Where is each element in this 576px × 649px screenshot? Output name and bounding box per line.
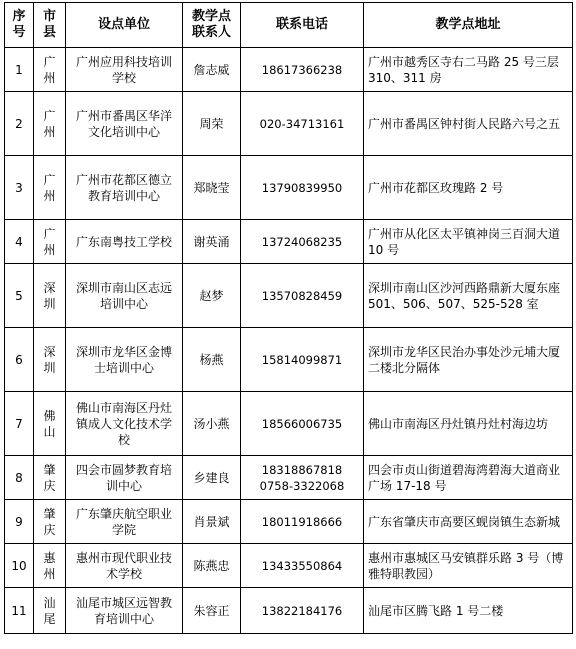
row-unit: 四会市圆梦教育培训中心 xyxy=(66,456,183,500)
phone-number: 18318867818 xyxy=(261,462,343,477)
row-index: 9 xyxy=(5,500,34,544)
header-address: 教学点地址 xyxy=(364,3,573,48)
row-unit: 广州应用科技培训学校 xyxy=(66,48,183,92)
row-index: 2 xyxy=(5,92,34,156)
phone-number: 18566006735 xyxy=(261,416,343,431)
row-city: 汕尾 xyxy=(34,588,66,634)
header-city: 市县 xyxy=(34,3,66,48)
row-contact: 周荣 xyxy=(183,92,241,156)
row-contact: 朱容正 xyxy=(183,588,241,634)
header-contact: 教学点联系人 xyxy=(183,3,241,48)
row-city: 肇庆 xyxy=(34,500,66,544)
row-contact: 詹志威 xyxy=(183,48,241,92)
training-sites-table xyxy=(4,2,573,634)
phone-number: 020-34713161 xyxy=(259,116,345,131)
row-contact: 陈燕忠 xyxy=(183,544,241,588)
row-phone xyxy=(241,92,364,156)
row-address: 四会市贞山街道碧海湾碧海大道商业广场 17-18 号 xyxy=(364,456,573,500)
row-unit: 广州市花都区德立教育培训中心 xyxy=(66,156,183,220)
row-unit: 广东南粤技工学校 xyxy=(66,220,183,264)
header-phone: 联系电话 xyxy=(241,3,364,48)
row-city: 肇庆 xyxy=(34,456,66,500)
row-unit: 佛山市南海区丹灶镇成人文化技术学校 xyxy=(66,392,183,456)
row-unit: 广东肇庆航空职业学院 xyxy=(66,500,183,544)
row-index: 5 xyxy=(5,264,34,328)
row-address: 汕尾市区腾飞路 1 号二楼 xyxy=(364,588,573,634)
row-address: 广州市从化区太平镇神岗三百洞大道 10 号 xyxy=(364,220,573,264)
row-contact: 乡建良 xyxy=(183,456,241,500)
row-phone xyxy=(241,264,364,328)
row-city: 惠州 xyxy=(34,544,66,588)
table-row xyxy=(5,48,573,92)
table-row xyxy=(5,544,573,588)
row-phone xyxy=(241,392,364,456)
phone-number: 15814099871 xyxy=(261,352,343,367)
row-contact: 郑晓莹 xyxy=(183,156,241,220)
table-row xyxy=(5,220,573,264)
phone-number: 13570828459 xyxy=(261,288,343,303)
row-unit: 深圳市龙华区金博士培训中心 xyxy=(66,328,183,392)
row-index: 7 xyxy=(5,392,34,456)
row-address: 广州市番禺区钟村街人民路六号之五 xyxy=(364,92,573,156)
row-contact: 肖景斌 xyxy=(183,500,241,544)
row-contact: 谢英涌 xyxy=(183,220,241,264)
phone-number: 13790839950 xyxy=(261,180,343,195)
row-address: 深圳市龙华区民治办事处沙元埔大厦二楼北分隔体 xyxy=(364,328,573,392)
table-row xyxy=(5,156,573,220)
row-address: 惠州市惠城区马安镇群乐路 3 号（博雅特职教园） xyxy=(364,544,573,588)
row-unit: 广州市番禺区华洋文化培训中心 xyxy=(66,92,183,156)
header-index: 序号 xyxy=(5,3,34,48)
row-city: 广州 xyxy=(34,156,66,220)
table-body xyxy=(5,48,573,634)
row-city: 深圳 xyxy=(34,328,66,392)
row-city: 广州 xyxy=(34,220,66,264)
row-city: 深圳 xyxy=(34,264,66,328)
row-contact: 赵梦 xyxy=(183,264,241,328)
row-address: 广州市越秀区寺右二马路 25 号三层 310、311 房 xyxy=(364,48,573,92)
table-row xyxy=(5,500,573,544)
row-index: 10 xyxy=(5,544,34,588)
table-row xyxy=(5,456,573,500)
table-row xyxy=(5,328,573,392)
row-index: 3 xyxy=(5,156,34,220)
row-city: 广州 xyxy=(34,92,66,156)
row-phone xyxy=(241,544,364,588)
table-row xyxy=(5,588,573,634)
phone-number: 13822184176 xyxy=(261,603,343,618)
row-phone xyxy=(241,328,364,392)
row-phone xyxy=(241,456,364,500)
table-row xyxy=(5,392,573,456)
row-address: 佛山市南海区丹灶镇丹灶村海边坊 xyxy=(364,392,573,456)
row-phone xyxy=(241,220,364,264)
row-index: 4 xyxy=(5,220,34,264)
row-address: 深圳市南山区沙河西路鼎新大厦东座 501、506、507、525-528 室 xyxy=(364,264,573,328)
row-city: 广州 xyxy=(34,48,66,92)
row-contact: 汤小燕 xyxy=(183,392,241,456)
table-row xyxy=(5,264,573,328)
row-index: 8 xyxy=(5,456,34,500)
row-phone xyxy=(241,500,364,544)
row-phone xyxy=(241,156,364,220)
phone-number: 13724068235 xyxy=(261,234,343,249)
row-unit: 深圳市南山区志远培训中心 xyxy=(66,264,183,328)
row-address: 广东省肇庆市高要区蚬岗镇生态新城 xyxy=(364,500,573,544)
phone-number: 18617366238 xyxy=(261,62,343,77)
row-index: 6 xyxy=(5,328,34,392)
row-address: 广州市花都区玫瑰路 2 号 xyxy=(364,156,573,220)
phone-number: 18011918666 xyxy=(261,514,343,529)
row-phone xyxy=(241,48,364,92)
table-row xyxy=(5,92,573,156)
row-contact: 杨燕 xyxy=(183,328,241,392)
header-unit: 设点单位 xyxy=(66,3,183,48)
row-unit: 惠州市现代职业技术学校 xyxy=(66,544,183,588)
row-phone xyxy=(241,588,364,634)
row-unit: 汕尾市城区远智教育培训中心 xyxy=(66,588,183,634)
phone-number: 0758-3322068 xyxy=(259,478,345,493)
row-city: 佛山 xyxy=(34,392,66,456)
row-index: 11 xyxy=(5,588,34,634)
phone-number: 13433550864 xyxy=(261,558,343,573)
row-index: 1 xyxy=(5,48,34,92)
table-header-row xyxy=(5,3,573,48)
